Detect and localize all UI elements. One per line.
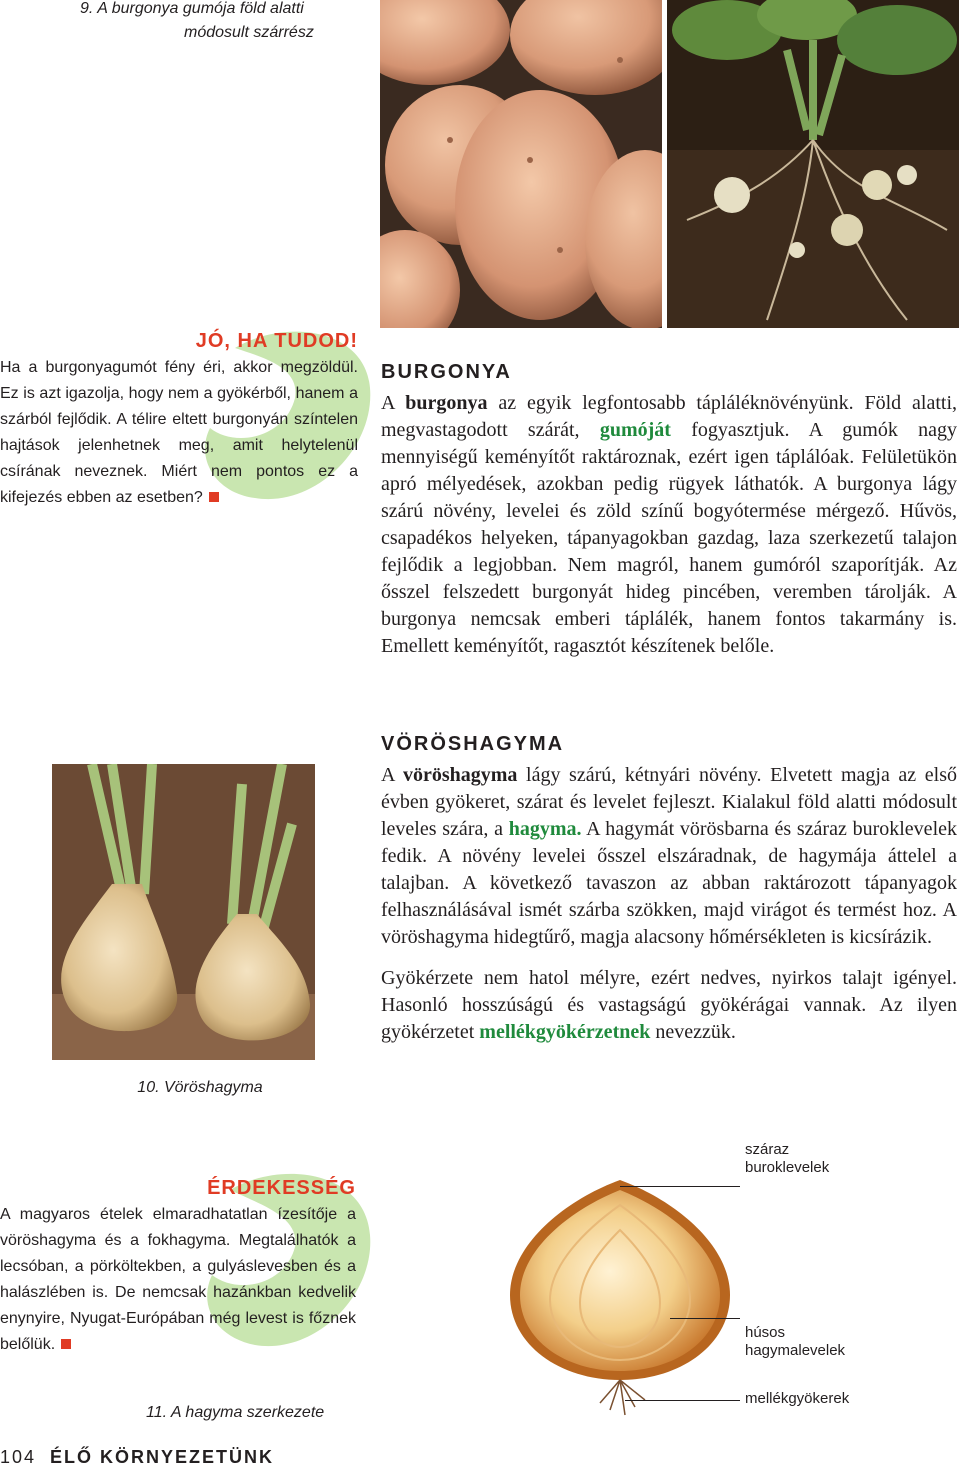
- figure9-caption-line1: A burgonya gumója föld alatti: [97, 0, 304, 17]
- label-adventitious-roots: mellékgyökerek: [745, 1390, 850, 1407]
- leader-adventitious-roots: [625, 1400, 740, 1401]
- figure9-number: 9.: [80, 0, 94, 17]
- tip-box-text: Ha a burgonyagumót fény éri, akkor megzöldül. Ez is azt igazolja, hogy nem a gyökérből, hanem a szárból fejlődik. A télire eltett burgonyán színtelen hajtások jelenhetnek meg, amit helytelenül csírának neveznek. Miért nem pontos ez a kifejezés ebben az esetben?: [0, 359, 358, 506]
- onion-cross-section-image: [505, 1175, 735, 1425]
- mellekgyokerzet-term: mellékgyökérzetnek: [479, 1021, 651, 1043]
- burgonya-term: burgonya: [405, 392, 488, 414]
- voroshagyma-title: VÖRÖSHAGYMA: [381, 733, 565, 755]
- gumo-term: gumóját: [599, 419, 671, 441]
- figure9-caption-line2: módosult szárrész: [184, 24, 314, 41]
- interest-box: [0, 1177, 356, 1358]
- page-number: 104: [0, 1447, 37, 1467]
- label-dry-scales: száraz buroklevelek: [745, 1141, 830, 1176]
- label-fleshy-leaves: húsos hagymalevelek: [745, 1324, 846, 1359]
- voroshagyma-section: [381, 733, 957, 1046]
- hagyma-term: hagyma.: [508, 818, 582, 840]
- onions-photo: [52, 764, 315, 1060]
- voroshagyma-paragraph-2: Gyökérzete nem hatol mélyre, ezért nedves, nyirkos talajt igényel. Hasonló hosszúságú és vastagságú gyökérágai vannak. Az ilyen gyökérzetet mellékgyökérzetnek nevezzük.: [381, 967, 957, 1043]
- leader-dry-scales: [620, 1186, 740, 1187]
- interest-box-title: ÉRDEKESSÉG: [207, 1177, 356, 1199]
- burgonya-section: [381, 361, 957, 660]
- end-square-icon: [61, 1339, 71, 1349]
- end-square-icon: [209, 492, 219, 502]
- tip-box-title: JÓ, HA TUDOD!: [195, 330, 358, 352]
- interest-box-text: A magyaros ételek elmaradhatatlan ízesítője a vöröshagyma és a fokhagyma. Megtalálhatók a lecsóban, a pörköltekben, a gulyáslevesben és a halászlében is. De nemcsak hazánkban kedvelik enynyire, Nyugat-Európában még levest is főznek belőlük.: [0, 1206, 356, 1353]
- page-footer: [0, 1447, 274, 1468]
- voroshagyma-term: vöröshagyma: [402, 764, 518, 786]
- figure9-caption: [80, 0, 380, 42]
- potatoes-photo: [380, 0, 662, 328]
- burgonya-paragraph: A burgonya az egyik legfontosabb tápláléknövényünk. Föld alatti, megvastagodott szárát, gumóját fogyasztjuk. A gumók nagy mennyiségű keményítőt raktároznak, ezért igen táplálóak. Felületükön apró mélyedések, azokban pedig rügyek láthatók. A burgonya lágy szárú növény, levelei és zöld színű bogyótermése mérgező. Hűvös, csapadékos helyeken, tápanyagokban gazdag, laza szerkezetű talajon fejlődik a legjobban. Nem magról, hanem gumóról szaporítják. Az ősszel felszedett burgonyát hideg pincében, veremben tárolják. A burgonya nemcsak emberi táplálék, hanem fontos takarmány is. Emellett keményítőt, ragasztót készítenek belőle.: [381, 392, 958, 657]
- book-title: ÉLŐ KÖRNYEZETÜNK: [50, 1447, 275, 1467]
- figure10-caption: 10. Vöröshagyma: [137, 1079, 263, 1096]
- potato-plant-photo: [667, 0, 959, 328]
- tip-box-text-wrapper: [0, 355, 358, 511]
- tip-box: [0, 330, 358, 511]
- figure11-caption: 11. A hagyma szerkezete: [146, 1404, 325, 1421]
- voroshagyma-paragraph-1: A vöröshagyma lágy szárú, kétnyári növény. Elvetett magja az első évben gyökeret, szárat és levelet fejleszt. Kialakul föld alatti módosult leveles szára, a hagyma. A hagymát vörösbarna és száraz buroklevelek fedik. A növény levelei ősszel elszáradnak, de hagymája áttelel a talajban. A következő tavaszon az abban raktározott tápanyagok felhasználásával ismét szárba szökken, majd virágot és termést hoz. A vöröshagyma hidegtűrő, magja alacsony hőmérsékleten is kicsírázik.: [381, 764, 957, 948]
- burgonya-title: BURGONYA: [381, 361, 512, 383]
- interest-box-text-wrapper: [0, 1202, 356, 1358]
- leader-fleshy-leaves: [670, 1318, 740, 1319]
